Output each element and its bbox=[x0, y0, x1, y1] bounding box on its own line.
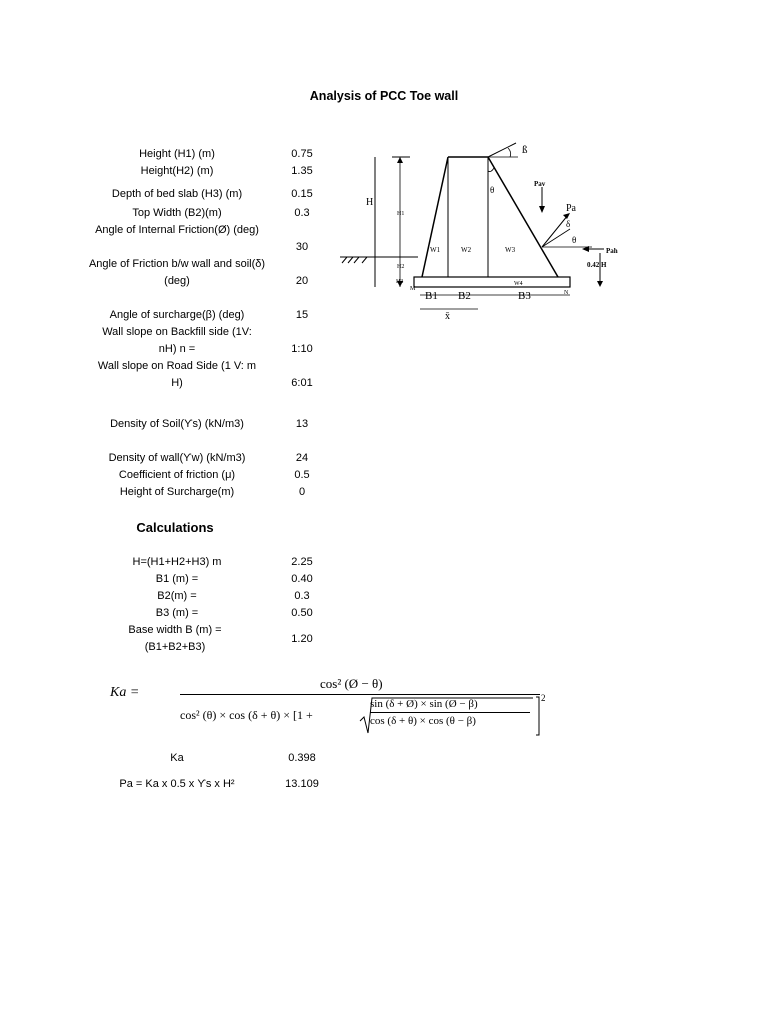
label-theta2: θ bbox=[572, 235, 577, 245]
arrow-up-icon bbox=[397, 157, 403, 163]
input-value: 30 bbox=[295, 241, 309, 253]
input-label: Angle of Internal Friction(Ø) (deg) bbox=[95, 224, 259, 236]
label-w1: W1 bbox=[430, 246, 441, 254]
label-pah: Pah bbox=[606, 247, 618, 255]
input-label: Density of Soil(ϒs) (kN/m3) bbox=[110, 418, 244, 430]
arrow-down-icon bbox=[539, 206, 545, 213]
calc-label: H=(H1+H2+H3) m bbox=[132, 556, 222, 568]
wall-face-road bbox=[422, 157, 448, 277]
label-w4: W4 bbox=[514, 281, 523, 287]
page-title: Analysis of PCC Toe wall bbox=[309, 89, 459, 103]
input-label: Coefficient of friction (μ) bbox=[118, 469, 236, 481]
wall-face-back bbox=[488, 157, 558, 277]
wall-diagram bbox=[330, 135, 630, 330]
label-b1: B1 bbox=[425, 290, 438, 302]
label-theta: θ bbox=[490, 185, 495, 195]
result-label-ka: Ka bbox=[170, 752, 184, 764]
input-label: Height(H2) (m) bbox=[140, 165, 214, 177]
input-label: Angle of surcharge(β) (deg) bbox=[109, 309, 245, 321]
ka-formula bbox=[108, 675, 548, 745]
label-b3: B3 bbox=[518, 290, 531, 302]
pa-arrow bbox=[542, 215, 571, 247]
input-value: 24 bbox=[295, 452, 309, 464]
input-label: Height of Surcharge(m) bbox=[119, 486, 235, 498]
label-beta: ß bbox=[522, 144, 528, 156]
calc-label: B1 (m) = bbox=[155, 573, 199, 585]
label-pa: Pa bbox=[566, 203, 576, 214]
calc-value: 0.40 bbox=[291, 573, 313, 585]
input-value: 1.35 bbox=[291, 165, 313, 177]
input-value: 0.15 bbox=[291, 188, 313, 200]
calc-label: Base width B (m) = (B1+B2+B3) bbox=[128, 624, 222, 653]
sqrt-bracket-icon bbox=[358, 695, 543, 737]
input-label: Wall slope on Road Side (1 V: m H) bbox=[97, 360, 257, 389]
input-label: Density of wall(ϒw) (kN/m3) bbox=[108, 452, 246, 464]
input-label: Top Width (B2)(m) bbox=[132, 207, 222, 219]
label-w2: W2 bbox=[461, 246, 472, 254]
calc-label: B2(m) = bbox=[157, 590, 197, 602]
input-value: 15 bbox=[295, 309, 309, 321]
input-value: 13 bbox=[295, 418, 309, 430]
label-n: N bbox=[564, 290, 569, 296]
formula-power: 2 bbox=[541, 693, 546, 703]
formula-den-left: cos² (θ) × cos (δ + θ) × [1 + bbox=[180, 708, 313, 722]
input-value: 0.3 bbox=[294, 207, 310, 219]
label-b2: B2 bbox=[458, 290, 471, 302]
input-value: 6:01 bbox=[291, 377, 313, 389]
input-value: 0.5 bbox=[294, 469, 310, 481]
input-value: 1:10 bbox=[291, 343, 313, 355]
calc-value: 2.25 bbox=[291, 556, 313, 568]
label-pav: Pav bbox=[534, 180, 546, 188]
base-slab bbox=[414, 277, 570, 287]
result-label-pa: Pa = Ka x 0.5 x ϒs x H² bbox=[119, 778, 235, 790]
input-label: Wall slope on Backfill side (1V: nH) n = bbox=[102, 326, 252, 355]
input-label: Angle of Friction b/w wall and soil(δ) (deg) bbox=[88, 258, 266, 287]
surcharge-line bbox=[488, 143, 516, 157]
sqrt-numerator: sin (δ + Ø) × sin (Ø − β) bbox=[370, 698, 478, 710]
result-value-ka: 0.398 bbox=[288, 752, 316, 764]
input-label: Depth of bed slab (H3) (m) bbox=[111, 188, 243, 200]
label-w3: W3 bbox=[505, 246, 516, 254]
ground-hatch bbox=[342, 257, 367, 263]
label-h3: H3 bbox=[396, 279, 404, 285]
calculations-heading: Calculations bbox=[136, 520, 214, 535]
label-h: H bbox=[366, 197, 374, 208]
label-h2: H2 bbox=[397, 264, 405, 270]
label-h1: H1 bbox=[397, 211, 405, 217]
input-value: 20 bbox=[295, 275, 309, 287]
label-m: M bbox=[410, 286, 416, 292]
label-042h: 0.42 H bbox=[587, 261, 607, 269]
delta-line bbox=[542, 229, 570, 247]
calc-value: 1.20 bbox=[291, 633, 313, 645]
calc-value: 0.50 bbox=[291, 607, 313, 619]
theta-arc bbox=[488, 168, 494, 172]
label-x: x̄ bbox=[445, 311, 450, 322]
result-value-pa: 13.109 bbox=[285, 778, 319, 790]
formula-numerator: cos² (Ø − θ) bbox=[320, 676, 383, 691]
sqrt-denominator: cos (δ + θ) × cos (θ − β) bbox=[370, 715, 476, 727]
input-value: 0.75 bbox=[291, 148, 313, 160]
formula-lhs: Ka = bbox=[110, 685, 140, 700]
beta-arc bbox=[508, 148, 511, 157]
calc-value: 0.3 bbox=[294, 590, 310, 602]
label-delta: δ bbox=[566, 219, 571, 229]
calc-label: B3 (m) = bbox=[155, 607, 199, 619]
arrow-down-icon bbox=[597, 281, 603, 287]
input-value: 0 bbox=[298, 486, 306, 498]
input-label: Height (H1) (m) bbox=[139, 148, 215, 160]
